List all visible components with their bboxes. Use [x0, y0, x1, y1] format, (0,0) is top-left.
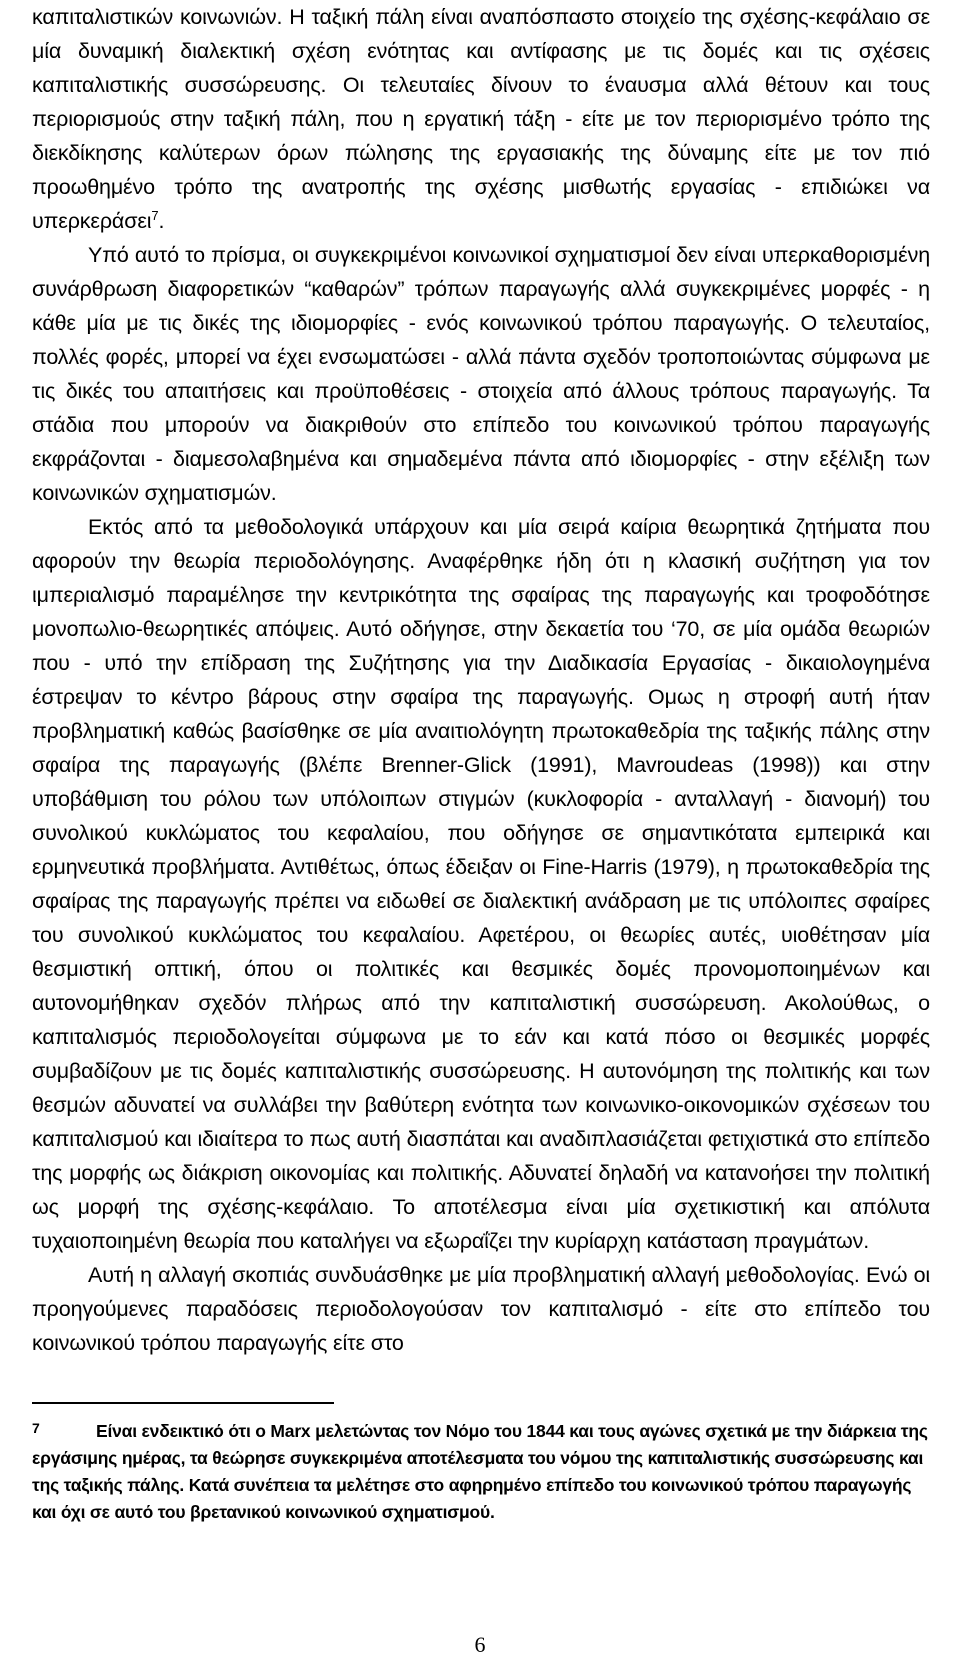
paragraph-2: Υπό αυτό το πρίσμα, οι συγκεκριμένοι κοινωνικοί σχηματισμοί δεν είναι υπερκαθορισμένη συνάρθρωση διαφορετικών “καθαρών” τρόπων παραγωγής αλλά συγκεκριμένες μορφές - η κάθε μία με τις δικές της ιδιομορφίες - ενός κοινωνικού τρόπου παραγωγής. Ο τελευταίος, πολλές φορές, μπορεί να έχει ενσωματώσει - αλλά πάντα σχεδόν τροποποιώντας σύμφωνα με τις δικές του απαιτήσεις και προϋποθέσεις - στοιχεία από άλλους τρόπους παραγωγής. Τα στάδια που μπορούν να διακριθούν στο επίπεδο του κοινωνικού τρόπου παραγωγής εκφράζονται - διαμεσολαβημένα και σημαδεμένα πάντα από ιδιομορφίες - στην εξέλιξη των κοινωνικών σχηματισμών. [32, 243, 930, 505]
footnote-text: Είναι ενδεικτικό ότι ο Marx μελετώντας τον Νόμο του 1844 και τους αγώνες σχετικά με την διάρκεια της εργάσιμης ημέρας, τα θεώρησε συγκεκριμένα αποτέλεσματα του νόμου της καπιταλιστικής συσσώρευσης και της ταξικής πάλης. Κατά συνέπεια τα μελέτησε στο αφηρημένο επίπεδο του κοινωνικού τρόπου παραγωγής και όχι σε αυτό του βρετανικού κοινωνικού σχηματισμού. [32, 1421, 928, 1522]
footnote [32, 1418, 930, 1526]
footnote-reference[interactable]: 7 [151, 207, 159, 223]
footnote-divider [32, 1402, 334, 1404]
body-text [32, 0, 930, 1360]
footnote-number: 7 [32, 1420, 40, 1436]
paragraph-4: Αυτή η αλλαγή σκοπιάς συνδυάσθηκε με μία προβληματική αλλαγή μεθοδολογίας. Ενώ οι προηγούμενες παραδόσεις περιοδολογούσαν τον καπιταλισμό - είτε στο επίπεδο του κοινωνικού τρόπου παραγωγής είτε στο [32, 1263, 930, 1355]
paragraph-1-end: . [158, 209, 165, 233]
paragraph-1-text: καπιταλιστικών κοινωνιών. Η ταξική πάλη είναι αναπόσπαστο στοιχείο της σχέσης-κεφάλαιο σε μία δυναμική διαλεκτική σχέση ενότητας και αντίφασης με τις δομές και τις σχέσεις καπιταλιστικής συσσώρευσης. Οι τελευταίες δίνουν το έναυσμα αλλά θέτουν και τους περιορισμούς στην ταξική πάλη, που η εργατική τάξη - είτε με τον περιορισμένο τρόπο της διεκδίκησης καλύτερων όρων πώλησης της εργασιακής της δύναμης είτε με τον πιό προωθημένο τρόπο της ανατροπής της σχέσης μισθωτής εργασίας - επιδιώκει να υπερκεράσει [32, 5, 930, 233]
paragraph-1 [32, 0, 930, 238]
paragraph-3: Εκτός από τα μεθοδολογικά υπάρχουν και μία σειρά καίρια θεωρητικά ζητήματα που αφορούν την θεωρία περιοδολόγησης. Αναφέρθηκε ήδη ότι η κλασική συζήτηση για τον ιμπεριαλισμό παραμέλησε την κεντρικότητα της σφαίρας της παραγωγής και τροφοδότησε μονοπωλιο-θεωρητικές απόψεις. Αυτό οδήγησε, στην δεκαετία του ‘70, σε μία ομάδα θεωριών που - υπό την επίδραση της Συζήτησης για την Διαδικασία Εργασίας - δικαιολογημένα έστρεψαν το κέντρο βάρους στην σφαίρα της παραγωγής. Ομως η στροφή αυτή ήταν προβληματική καθώς βασίσθηκε σε μία αναιτιολόγητη πρωτοκαθεδρία της ταξικής πάλης στην σφαίρα της παραγωγής (βλέπε Brenner-Glick (1991), Mavroudeas (1998)) και στην υποβάθμιση του ρόλου των υπόλοιπων στιγμών (κυκλοφορία - ανταλλαγή - διανομή) του συνολικού κυκλώματος του κεφαλαίου, που οδήγησε σε σημαντικότατα εμπειρικά και ερμηνευτικά προβλήματα. Αντιθέτως, όπως έδειξαν οι Fine-Harris (1979), η πρωτοκαθεδρία της σφαίρας της παραγωγής πρέπει να ειδωθεί σε διαλεκτική ανάδραση με τις υπόλοιπες σφαίρες του συνολικού κυκλώματος του κεφαλαίου. Αφετέρου, οι θεωρίες αυτές, υιοθέτησαν μία θεσμιστική οπτική, όπου οι πολιτικές και θεσμικές δομές προνομοποιημένων και αυτονομήθηκαν σχεδόν πλήρως από την καπιταλιστική συσσώρευση. Ακολούθως, ο καπιταλισμός περιοδολογείται σύμφωνα με το εάν και κατά πόσο οι θεσμικές μορφές συμβαδίζουν με τις δομές καπιταλιστικής συσσώρευσης. Η αυτονόμηση της πολιτικής και των θεσμών αδυνατεί να συλλάβει την βαθύτερη ενότητα των κοινωνικο-οικονομικών σχέσεων του καπιταλισμού και ιδιαίτερα το πως αυτή διασπάται και αναδιπλασιάζεται φετιχιστικά στο επίπεδο της μορφής ως διάκριση οικονομίας και πολιτικής. Αδυνατεί δηλαδή να κατανοήσει την πολιτική ως μορφή της σχέσης-κεφάλαιο. Το αποτέλεσμα είναι μία σχετικιστική και απόλυτα τυχαιοποιημένη θεωρία που καταλήγει να εξωραΐζει την κυρίαρχη κατάσταση πραγμάτων. [32, 515, 930, 1253]
page-number: 6 [474, 1632, 486, 1657]
